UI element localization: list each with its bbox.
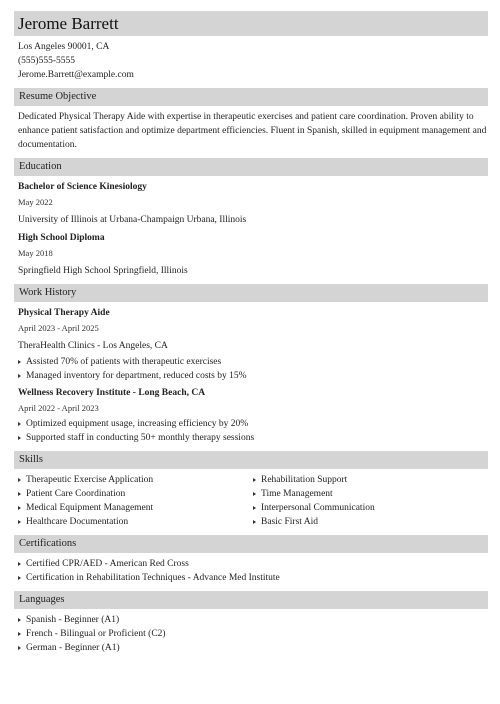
education-degree: High School Diploma — [18, 233, 105, 243]
education-entry — [18, 180, 488, 227]
education-entry — [18, 231, 488, 278]
skill-item: Therapeutic Exercise Application — [18, 473, 253, 487]
skills-column-left — [18, 473, 253, 529]
education-school: University of Illinois at Urbana-Champaign Urbana, Illinois — [18, 215, 247, 225]
education-date: May 2018 — [18, 248, 53, 258]
language-item: Spanish - Beginner (A1) — [18, 613, 488, 627]
contact-phone: (555)555-5555 — [18, 56, 75, 66]
section-heading-objective: Resume Objective — [14, 88, 488, 106]
skill-item: Healthcare Documentation — [18, 515, 253, 529]
bullet-item: Managed inventory for department, reduced costs by 15% — [18, 369, 488, 383]
work-list — [14, 306, 488, 445]
contact-email: Jerome.Barrett@example.com — [18, 70, 134, 80]
work-bullets — [18, 355, 488, 383]
education-list — [14, 180, 488, 278]
work-role: Wellness Recovery Institute - Long Beach, CA — [18, 388, 206, 398]
work-entry — [18, 306, 488, 383]
skill-item: Medical Equipment Management — [18, 501, 253, 515]
work-bullets — [18, 417, 488, 445]
language-item: French - Bilingual or Proficient (C2) — [18, 627, 488, 641]
skills-list — [14, 473, 488, 529]
certification-item: Certified CPR/AED - American Red Cross — [18, 557, 488, 571]
objective-text: Dedicated Physical Therapy Aide with expertise in therapeutic exercises and patient care coordination. Proven ability to enhance patient satisfaction and optimize department efficiencies. Fluent in Spanish, skilled in equipment management and documentation. — [18, 112, 487, 150]
education-school: Springfield High School Springfield, Illinois — [18, 266, 188, 276]
work-entry — [18, 386, 488, 445]
work-date: April 2022 - April 2023 — [18, 403, 99, 413]
language-item: German - Beginner (A1) — [18, 641, 488, 655]
section-heading-skills: Skills — [14, 451, 488, 469]
languages-list — [14, 613, 488, 655]
skills-column-right — [253, 473, 488, 529]
bullet-item: Assisted 70% of patients with therapeutic exercises — [18, 355, 488, 369]
skill-item: Basic First Aid — [253, 515, 488, 529]
certifications-list — [14, 557, 488, 585]
education-date: May 2022 — [18, 197, 53, 207]
contact-address: Los Angeles 90001, CA — [18, 42, 110, 52]
candidate-name: Jerome Barrett — [14, 11, 488, 36]
skill-item: Rehabilitation Support — [253, 473, 488, 487]
section-heading-languages: Languages — [14, 591, 488, 609]
work-date: April 2023 - April 2025 — [18, 323, 99, 333]
bullet-item: Optimized equipment usage, increasing efficiency by 20% — [18, 417, 488, 431]
skill-item: Time Management — [253, 487, 488, 501]
certification-item: Certification in Rehabilitation Techniques - Advance Med Institute — [18, 571, 488, 585]
skill-item: Interpersonal Communication — [253, 501, 488, 515]
section-heading-certifications: Certifications — [14, 535, 488, 553]
work-role: Physical Therapy Aide — [18, 308, 110, 318]
work-company: TheraHealth Clinics - Los Angeles, CA — [18, 341, 168, 351]
bullet-item: Supported staff in conducting 50+ monthly therapy sessions — [18, 431, 488, 445]
section-heading-work: Work History — [14, 284, 488, 302]
section-heading-education: Education — [14, 158, 488, 176]
education-degree: Bachelor of Science Kinesiology — [18, 182, 147, 192]
contact-info — [14, 40, 488, 82]
skill-item: Patient Care Coordination — [18, 487, 253, 501]
